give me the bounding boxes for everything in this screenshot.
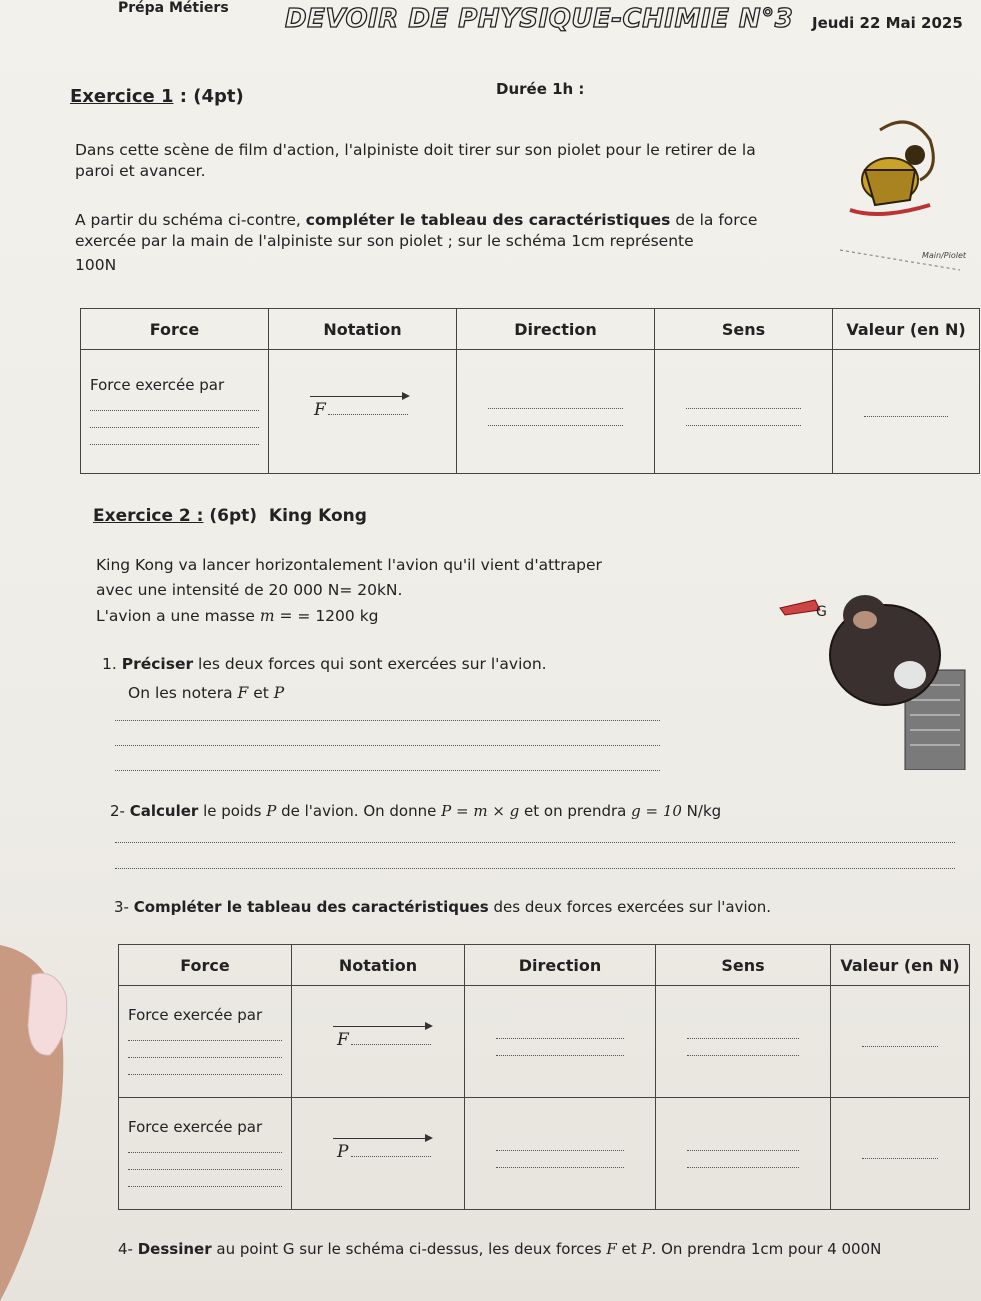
question-3 bbox=[114, 898, 771, 916]
question-2 bbox=[110, 802, 721, 820]
col-direction: Direction bbox=[457, 309, 655, 350]
fill-in-line[interactable] bbox=[496, 1140, 624, 1151]
fill-in-line[interactable] bbox=[128, 1159, 282, 1170]
fill-in-line[interactable] bbox=[686, 415, 801, 426]
direction-cell bbox=[465, 1098, 656, 1210]
page-title: DEVOIR DE PHYSIQUE-CHIMIE N°3 bbox=[285, 4, 794, 34]
sens-cell bbox=[656, 986, 831, 1098]
fill-in-line[interactable] bbox=[496, 1028, 624, 1039]
sens-cell bbox=[655, 350, 833, 474]
q1-text: les deux forces qui sont exercées sur l'avion. bbox=[193, 655, 547, 673]
vector-symbol: F bbox=[314, 399, 326, 420]
q1-verb: Préciser bbox=[121, 655, 194, 673]
q4-vector-p: P bbox=[641, 1240, 652, 1258]
finger-photo bbox=[0, 905, 90, 1301]
fill-in-line[interactable] bbox=[687, 1157, 799, 1168]
climber-illustration bbox=[820, 100, 970, 280]
vector-symbol: F bbox=[337, 1029, 349, 1050]
answer-line[interactable] bbox=[115, 770, 660, 771]
climber-label: Main/Piolet bbox=[922, 251, 967, 260]
exercise-1-table bbox=[80, 308, 980, 474]
q4-text-b: . On prendra 1cm pour 4 000N bbox=[651, 1240, 882, 1258]
sens-cell bbox=[656, 1098, 831, 1210]
point-g-label: G bbox=[816, 604, 827, 620]
col-notation: Notation bbox=[292, 945, 465, 986]
table-row bbox=[119, 986, 970, 1098]
ex2-line-1: King Kong va lancer horizontalement l'avion qu'il vient d'attraper bbox=[96, 556, 602, 574]
q4-verb: Dessiner bbox=[137, 1240, 212, 1258]
q2-formula: P = m × g bbox=[441, 802, 520, 820]
fill-in-line[interactable] bbox=[862, 1036, 938, 1047]
exercise-1-label: Exercice 1 bbox=[70, 86, 174, 107]
fill-in-line[interactable] bbox=[128, 1176, 282, 1187]
valeur-cell bbox=[831, 1098, 970, 1210]
exercise-2-title bbox=[93, 506, 367, 526]
fill-in-line[interactable] bbox=[351, 1044, 431, 1045]
q4-number: 4- bbox=[118, 1240, 138, 1258]
fill-in-line[interactable] bbox=[862, 1148, 938, 1159]
force-label: Force exercée par bbox=[128, 1118, 263, 1136]
fill-in-line[interactable] bbox=[687, 1140, 799, 1151]
table-header-row bbox=[81, 309, 980, 350]
exercise-1-instruction bbox=[75, 210, 765, 252]
fill-in-line[interactable] bbox=[488, 398, 623, 409]
direction-cell bbox=[457, 350, 655, 474]
col-force: Force bbox=[119, 945, 292, 986]
mass-label: L'avion a une masse bbox=[96, 607, 260, 625]
col-valeur: Valeur (en N) bbox=[833, 309, 980, 350]
exercise-2-subject: King Kong bbox=[268, 506, 367, 526]
fill-in-line[interactable] bbox=[687, 1045, 799, 1056]
instr-part-c: de la force exercée par la main de l'alpiniste sur son piolet ; sur le schéma 1cm représente bbox=[75, 211, 758, 250]
q2-verb: Calculer bbox=[129, 802, 199, 820]
force-label: Force exercée par bbox=[128, 1006, 263, 1024]
notation-cell bbox=[292, 1098, 465, 1210]
table-row bbox=[81, 350, 980, 474]
table-row bbox=[119, 1098, 970, 1210]
q2-text-b: de l'avion. On donne bbox=[276, 802, 442, 820]
direction-cell bbox=[465, 986, 656, 1098]
q2-number: 2- bbox=[110, 802, 130, 820]
exercise-1-points: : (4pt) bbox=[179, 86, 244, 107]
q1-number: 1. bbox=[102, 655, 122, 673]
q1-note-text: On les notera bbox=[128, 684, 238, 702]
fill-in-line[interactable] bbox=[90, 434, 259, 445]
force-cell bbox=[119, 1098, 292, 1210]
question-1-note bbox=[128, 684, 284, 702]
fill-in-line[interactable] bbox=[90, 400, 259, 411]
exercise-2-table bbox=[118, 944, 970, 1210]
col-valeur: Valeur (en N) bbox=[831, 945, 970, 986]
q2-p-symbol: P bbox=[266, 802, 277, 820]
col-notation: Notation bbox=[269, 309, 457, 350]
col-force: Force bbox=[81, 309, 269, 350]
vector-symbol: P bbox=[337, 1141, 349, 1162]
fill-in-line[interactable] bbox=[687, 1028, 799, 1039]
notation-cell bbox=[292, 986, 465, 1098]
answer-line[interactable] bbox=[115, 720, 660, 721]
q4-and: et bbox=[616, 1240, 642, 1258]
ex2-line-3 bbox=[96, 607, 379, 625]
question-4 bbox=[118, 1240, 881, 1258]
instr-part-a: A partir du schéma ci-contre, bbox=[75, 211, 306, 229]
q2-unit: N/kg bbox=[681, 802, 722, 820]
force-cell bbox=[119, 986, 292, 1098]
duration: Durée 1h : bbox=[496, 80, 585, 98]
vector-arrow-icon bbox=[333, 1138, 431, 1139]
scale-value: 100N bbox=[75, 256, 117, 274]
school-name: Prépa Métiers bbox=[118, 0, 229, 16]
king-kong-illustration bbox=[760, 570, 981, 770]
vector-arrow-icon bbox=[310, 396, 408, 397]
valeur-cell bbox=[833, 350, 980, 474]
instr-part-b: compléter le tableau des caractéristiques bbox=[305, 211, 671, 229]
exercise-2-label: Exercice 2 : bbox=[93, 506, 204, 526]
q2-g-value: g = 10 bbox=[631, 802, 682, 820]
fill-in-line[interactable] bbox=[128, 1047, 282, 1058]
table-header-row bbox=[119, 945, 970, 986]
exercise-1-title bbox=[70, 86, 244, 107]
ex2-line-2: avec une intensité de 20 000 N= 20kN. bbox=[96, 581, 403, 599]
col-sens: Sens bbox=[656, 945, 831, 986]
q2-text-c: et on prendra bbox=[519, 802, 632, 820]
fill-in-line[interactable] bbox=[128, 1030, 282, 1041]
q2-text: le poids bbox=[198, 802, 267, 820]
q3-text: des deux forces exercées sur l'avion. bbox=[488, 898, 772, 916]
notation-cell bbox=[269, 350, 457, 474]
exercise-2-points: (6pt) bbox=[209, 506, 258, 526]
q1-and: et bbox=[248, 684, 274, 702]
answer-line[interactable] bbox=[115, 842, 955, 843]
fill-in-line[interactable] bbox=[496, 1157, 624, 1168]
q1-vector-f: F bbox=[237, 684, 249, 702]
fill-in-line[interactable] bbox=[328, 414, 408, 415]
fill-in-line[interactable] bbox=[128, 1142, 282, 1153]
mass-value: = 1200 kg bbox=[297, 607, 379, 625]
answer-line[interactable] bbox=[115, 745, 660, 746]
col-direction: Direction bbox=[465, 945, 656, 986]
exercise-1-intro: Dans cette scène de film d'action, l'alpiniste doit tirer sur son piolet pour le retirer de la paroi et avancer. bbox=[75, 141, 756, 180]
fill-in-line[interactable] bbox=[128, 1064, 282, 1075]
force-cell bbox=[81, 350, 269, 474]
mass-symbol: m = bbox=[259, 607, 298, 625]
fill-in-line[interactable] bbox=[864, 406, 948, 417]
question-1 bbox=[102, 655, 547, 673]
fill-in-line[interactable] bbox=[488, 415, 623, 426]
fill-in-line[interactable] bbox=[351, 1156, 431, 1157]
q4-text: au point G sur le schéma ci-dessus, les deux forces bbox=[211, 1240, 607, 1258]
fill-in-line[interactable] bbox=[496, 1045, 624, 1056]
fill-in-line[interactable] bbox=[90, 417, 259, 428]
q3-number: 3- bbox=[114, 898, 134, 916]
q4-vector-f: F bbox=[606, 1240, 617, 1258]
answer-line[interactable] bbox=[115, 868, 955, 869]
force-label: Force exercée par bbox=[90, 376, 225, 394]
col-sens: Sens bbox=[655, 309, 833, 350]
exam-date: Jeudi 22 Mai 2025 bbox=[812, 14, 963, 32]
vector-arrow-icon bbox=[333, 1026, 431, 1027]
q3-verb: Compléter le tableau des caractéristiques bbox=[133, 898, 489, 916]
fill-in-line[interactable] bbox=[686, 398, 801, 409]
valeur-cell bbox=[831, 986, 970, 1098]
q1-vector-p: P bbox=[273, 684, 285, 702]
